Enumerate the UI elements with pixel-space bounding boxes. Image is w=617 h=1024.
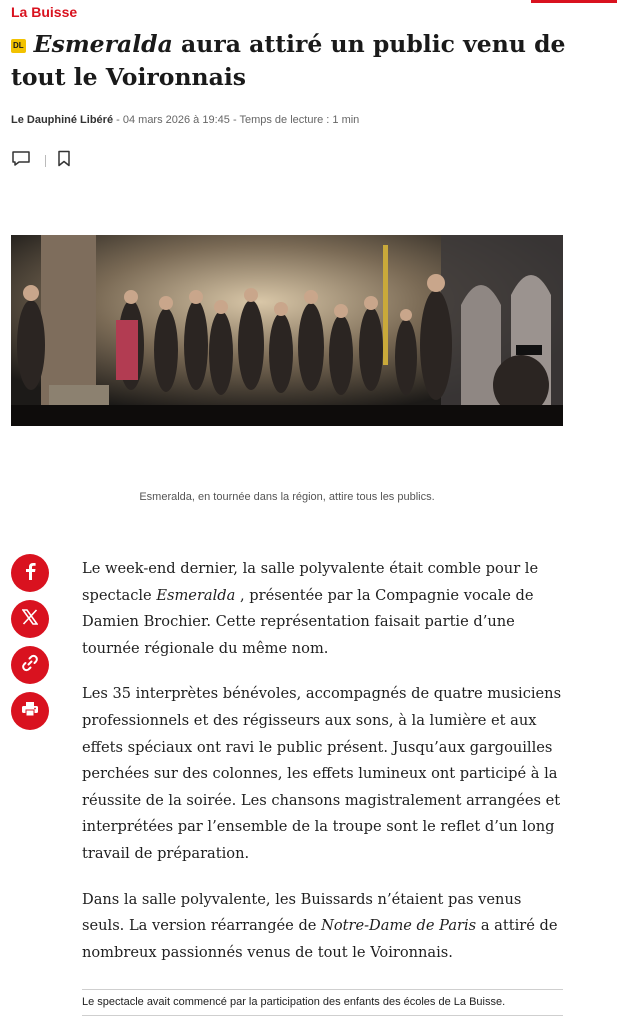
link-icon (21, 654, 39, 677)
dl-logo-badge: DL (11, 39, 26, 53)
article-paragraph (82, 887, 566, 967)
x-icon (22, 609, 38, 630)
byline-reading-time: Temps de lecture : 1 min (239, 114, 360, 126)
show-title: Notre-Dame de Paris (321, 917, 477, 935)
headline-italic: Esmeralda (33, 30, 173, 58)
related-article-link[interactable]: Le spectacle avait commencé par la participation des enfants des écoles de La Buisse. (82, 989, 563, 1016)
byline (11, 114, 359, 126)
headline-text: aura attiré un public venu de tout le Voironnais (11, 30, 566, 91)
article-actions (11, 150, 71, 172)
article-paragraph (82, 556, 566, 662)
facebook-icon (23, 562, 37, 585)
paragraph-text: a attiré de nombreux passionnés venus de tout le Voironnais. (82, 917, 558, 961)
share-bar (11, 554, 49, 738)
paragraph-text: , présentée par la Compagnie vocale de Damien Brochier. Cette représentation faisait partie d’une tournée régionale du même nom. (82, 586, 534, 657)
section-label[interactable]: La Buisse (11, 4, 78, 20)
article-headline (11, 28, 571, 94)
byline-source: Le Dauphiné Libéré (11, 114, 114, 126)
article-photo (11, 235, 563, 426)
print-button[interactable] (11, 692, 49, 730)
bookmark-icon[interactable] (57, 150, 71, 172)
paragraph-text: Dans la salle polyvalente, les Buissards n’étaient pas venus seuls. La version réarrangée de (82, 890, 522, 935)
article-body (82, 556, 566, 985)
byline-date: 04 mars 2026 à 19:45 (122, 114, 230, 126)
show-title: Esmeralda (156, 586, 236, 604)
actions-divider (45, 155, 46, 167)
copy-link-button[interactable] (11, 646, 49, 684)
byline-separator: - (113, 114, 123, 126)
facebook-share-button[interactable] (11, 554, 49, 592)
photo-caption: Esmeralda, en tournée dans la région, attire tous les publics. (139, 491, 435, 503)
byline-separator: - (229, 114, 240, 126)
top-accent-bar (531, 0, 617, 3)
print-icon (21, 701, 39, 722)
x-share-button[interactable] (11, 600, 49, 638)
paragraph-text: Le week-end dernier, la salle polyvalente était comble pour le spectacle (82, 560, 539, 604)
comment-icon[interactable] (11, 150, 31, 172)
article-paragraph: Les 35 interprètes bénévoles, accompagnés de quatre musiciens professionnels et des régisseurs aux sons, à la lumière et aux effets spéciaux ont ravi le public présent. Jusqu’aux gargouilles perchées sur des colonnes, les effets lumineux ont participé à la réussite de la soirée. Les chansons magistralement arrangées et interprétées par l’ensemble de la troupe sont le reflet d’un long travail de préparation. (82, 685, 562, 862)
